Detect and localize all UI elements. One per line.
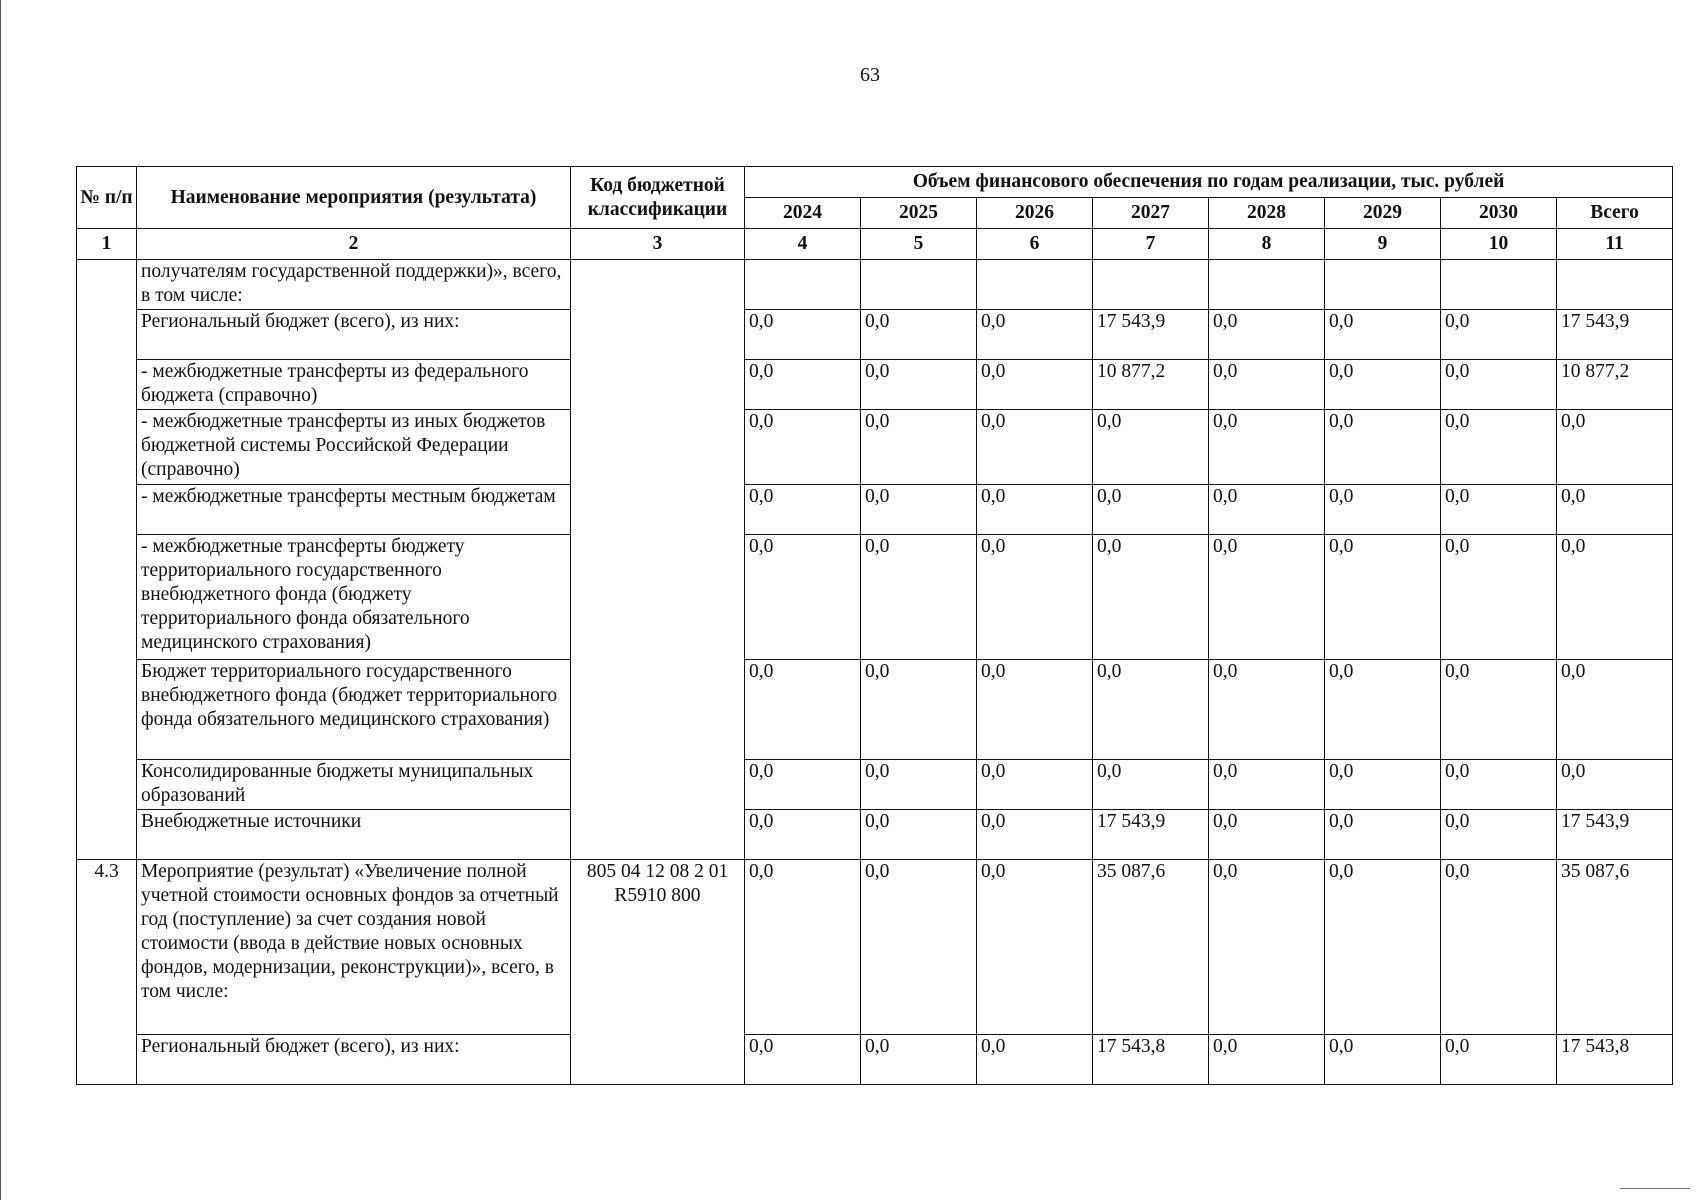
row-name: Мероприятие (результат) «Увеличение полной учетной стоимости основных фондов за отчетный год (поступление) за счет создания новой стоимости (ввода в действие новых основных фондов, модернизации, реконструкции)», всего, в том числе: [137,860,571,1035]
value-cell [1557,260,1673,310]
value-cell: 0,0 [745,535,861,660]
value-cell: 0,0 [977,860,1093,1035]
table-row [77,260,1673,310]
value-cell: 17 543,8 [1557,1035,1673,1085]
value-cell: 0,0 [861,810,977,860]
value-cell: 0,0 [1441,860,1557,1035]
column-numbers-row [77,229,1673,260]
value-cell: 0,0 [1325,860,1441,1035]
value-cell: 0,0 [1093,660,1209,760]
value-cell: 0,0 [1209,1035,1325,1085]
value-cell: 0,0 [861,760,977,810]
value-cell [1209,260,1325,310]
value-cell [1325,260,1441,310]
value-cell [745,260,861,310]
column-number: 7 [1093,229,1209,260]
value-cell: 0,0 [1325,310,1441,360]
value-cell: 0,0 [1093,485,1209,535]
value-cell: 0,0 [1557,485,1673,535]
row-name: - межбюджетные трансферты из иных бюджетов бюджетной системы Российской Федерации (справочно) [137,410,571,485]
value-cell: 0,0 [1441,810,1557,860]
row-name: - межбюджетные трансферты бюджету территориального государственного внебюджетного фонда (бюджету территориального фонда обязательного медицинского страхования) [137,535,571,660]
value-cell: 17 543,9 [1093,310,1209,360]
value-cell: 0,0 [977,485,1093,535]
value-cell: 0,0 [1325,410,1441,485]
value-cell: 0,0 [745,810,861,860]
value-cell: 17 543,8 [1093,1035,1209,1085]
value-cell: 0,0 [1093,410,1209,485]
value-cell: 0,0 [861,1035,977,1085]
value-cell: 0,0 [1209,360,1325,410]
value-cell: 35 087,6 [1557,860,1673,1035]
value-cell: 0,0 [1209,485,1325,535]
value-cell: 0,0 [745,660,861,760]
value-cell: 35 087,6 [1093,860,1209,1035]
value-cell: 0,0 [977,410,1093,485]
value-cell: 0,0 [1441,485,1557,535]
value-cell: 0,0 [977,810,1093,860]
value-cell: 0,0 [745,360,861,410]
value-cell: 0,0 [977,1035,1093,1085]
row-name: - межбюджетные трансферты местным бюджетам [137,485,571,535]
value-cell [1093,260,1209,310]
row-name: Региональный бюджет (всего), из них: [137,310,571,360]
value-cell: 0,0 [745,310,861,360]
value-cell: 0,0 [1325,810,1441,860]
value-cell: 0,0 [861,360,977,410]
table-row [77,660,1673,760]
header-year: 2029 [1325,198,1441,229]
value-cell: 0,0 [1441,410,1557,485]
header-year: 2025 [861,198,977,229]
row-code-cell [571,260,745,860]
row-name: Бюджет территориального государственного внебюджетного фонда (бюджет территориального фонда обязательного медицинского страхования) [137,660,571,760]
column-number: 6 [977,229,1093,260]
value-cell: 0,0 [977,660,1093,760]
row-number-cell [77,260,137,860]
value-cell: 0,0 [1441,1035,1557,1085]
value-cell: 0,0 [745,1035,861,1085]
column-number: 8 [1209,229,1325,260]
value-cell: 0,0 [1093,760,1209,810]
value-cell: 0,0 [977,310,1093,360]
header-year: 2026 [977,198,1093,229]
column-number: 5 [861,229,977,260]
value-cell: 0,0 [1093,535,1209,660]
table-row [77,535,1673,660]
value-cell: 10 877,2 [1557,360,1673,410]
value-cell: 10 877,2 [1093,360,1209,410]
scan-line [1620,1188,1690,1189]
value-cell [1441,260,1557,310]
row-name: Консолидированные бюджеты муниципальных образований [137,760,571,810]
value-cell: 0,0 [861,535,977,660]
value-cell: 0,0 [1557,660,1673,760]
header-total: Всего [1557,198,1673,229]
value-cell: 0,0 [1557,535,1673,660]
value-cell: 0,0 [861,860,977,1035]
table-row [77,485,1673,535]
header-year: 2027 [1093,198,1209,229]
table-row [77,410,1673,485]
value-cell: 0,0 [1209,310,1325,360]
value-cell: 0,0 [977,535,1093,660]
funding-table [76,166,1673,1085]
value-cell: 0,0 [1557,760,1673,810]
value-cell: 17 543,9 [1557,810,1673,860]
value-cell: 0,0 [1441,310,1557,360]
value-cell [977,260,1093,310]
value-cell: 0,0 [1325,535,1441,660]
scan-edge [0,0,1,1200]
row-name: Внебюджетные источники [137,810,571,860]
table-row [77,860,1673,1035]
value-cell: 0,0 [977,760,1093,810]
value-cell: 0,0 [861,660,977,760]
value-cell: 0,0 [1209,410,1325,485]
row-name: получателям государственной поддержки)», всего, в том числе: [137,260,571,310]
value-cell: 0,0 [1325,485,1441,535]
header-row [77,167,1673,198]
header-no: № п/п [77,167,137,229]
column-number: 2 [137,229,571,260]
page-number: 63 [860,64,880,86]
value-cell: 0,0 [745,760,861,810]
column-number: 10 [1441,229,1557,260]
column-number: 3 [571,229,745,260]
column-number: 9 [1325,229,1441,260]
value-cell: 0,0 [1209,660,1325,760]
header-year: 2024 [745,198,861,229]
table-row [77,310,1673,360]
value-cell: 0,0 [745,485,861,535]
value-cell: 0,0 [1441,660,1557,760]
value-cell: 0,0 [1209,535,1325,660]
table-row [77,360,1673,410]
value-cell: 0,0 [861,485,977,535]
value-cell: 0,0 [1209,810,1325,860]
header-name: Наименование мероприятия (результата) [137,167,571,229]
header-year: 2030 [1441,198,1557,229]
value-cell: 0,0 [1209,860,1325,1035]
value-cell: 0,0 [1325,760,1441,810]
value-cell: 0,0 [1557,410,1673,485]
value-cell: 0,0 [861,310,977,360]
value-cell: 0,0 [1441,760,1557,810]
column-number: 4 [745,229,861,260]
value-cell: 17 543,9 [1093,810,1209,860]
table-row [77,1035,1673,1085]
value-cell: 0,0 [745,410,861,485]
value-cell: 0,0 [861,410,977,485]
table-row [77,810,1673,860]
value-cell: 0,0 [1325,660,1441,760]
header-year: 2028 [1209,198,1325,229]
value-cell: 0,0 [977,360,1093,410]
value-cell: 0,0 [745,860,861,1035]
row-code: 805 04 12 08 2 01 R5910 800 [571,860,745,1085]
value-cell: 0,0 [1325,360,1441,410]
value-cell: 17 543,9 [1557,310,1673,360]
column-number: 11 [1557,229,1673,260]
row-number: 4.3 [77,860,137,1085]
table-row [77,760,1673,810]
column-number: 1 [77,229,137,260]
value-cell: 0,0 [1209,760,1325,810]
header-funding: Объем финансового обеспечения по годам реализации, тыс. рублей [745,167,1673,198]
value-cell: 0,0 [1325,1035,1441,1085]
value-cell [861,260,977,310]
value-cell: 0,0 [1441,360,1557,410]
row-name: Региональный бюджет (всего), из них: [137,1035,571,1085]
header-code: Код бюджетной классификации [571,167,745,229]
value-cell: 0,0 [1441,535,1557,660]
row-name: - межбюджетные трансферты из федерального бюджета (справочно) [137,360,571,410]
